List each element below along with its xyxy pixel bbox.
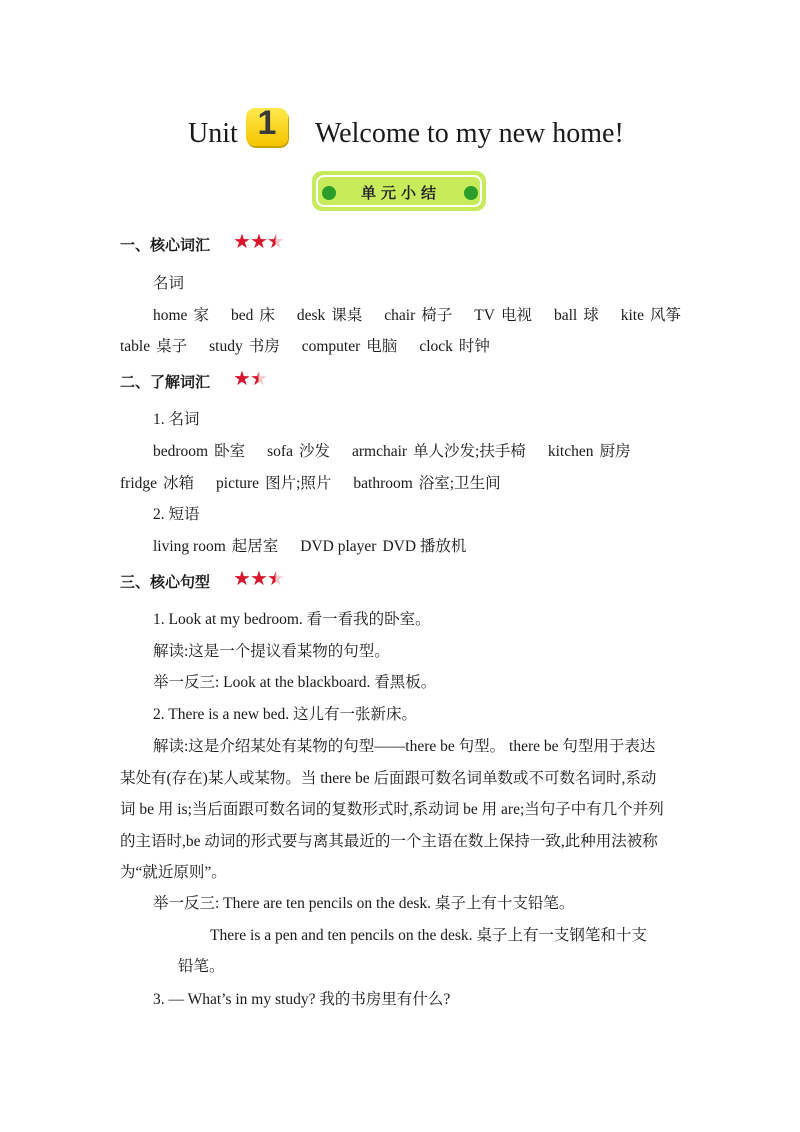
vocab-meaning: 卧室 — [214, 443, 246, 460]
explanation-line: 的主语时,be 动词的形式要与离其最近的一个主语在数上保持一致,此种用法被称 — [120, 833, 658, 850]
pattern-example-continued: 铅笔。 — [178, 958, 225, 975]
vocab-meaning: 椅子 — [421, 307, 453, 324]
star-icon: ★ — [249, 568, 267, 590]
page-title: Welcome to my new home! — [315, 118, 624, 149]
star-icon: ★ — [249, 231, 267, 253]
section-heading-core-patterns: 三、核心句型 — [120, 573, 211, 591]
unit-number-badge — [246, 104, 288, 146]
section-heading-core-vocab: 一、核心词汇 — [120, 236, 211, 254]
pattern-sentence: 3. — What’s in my study? 我的书房里有什么? — [153, 991, 451, 1008]
explanation-line: 解读:这是介绍某处有某物的句型——there be 句型。 there be 句型用于表达 — [153, 738, 656, 755]
summary-badge-label: 单元小结 — [360, 184, 441, 202]
star-icon: ★ — [233, 568, 250, 590]
vocab-word: kite — [620, 307, 644, 324]
vocab-word: kitchen — [547, 443, 594, 460]
vocab-word: fridge — [120, 475, 158, 492]
vocab-word: picture — [216, 475, 260, 492]
vocab-word: desk — [296, 307, 326, 324]
pattern-explanation: 解读:这是一个提议看某物的句型。 — [153, 643, 390, 660]
vocab-row — [120, 471, 501, 493]
unit-summary-badge — [312, 171, 486, 211]
star-icon: ★ — [233, 231, 250, 253]
difficulty-stars — [233, 366, 267, 391]
vocab-meaning: 时钟 — [458, 338, 490, 355]
difficulty-stars — [233, 566, 284, 591]
vocab-word: study — [209, 338, 243, 355]
vocab-meaning: 起居室 — [231, 538, 279, 555]
star-icon: ★ — [233, 368, 250, 390]
vocab-row — [120, 334, 490, 356]
vocab-word: computer — [301, 338, 361, 355]
vocab-meaning: 冰箱 — [163, 475, 195, 492]
vocab-word: table — [120, 338, 151, 355]
unit-label: Unit — [188, 118, 238, 149]
vocab-meaning: 球 — [583, 307, 599, 324]
vocab-row — [153, 534, 466, 556]
vocab-meaning: 课桌 — [331, 307, 363, 324]
vocab-word: bed — [230, 307, 254, 324]
vocab-row — [153, 439, 631, 461]
vocab-word: TV — [474, 307, 495, 324]
vocab-meaning: 家 — [193, 307, 209, 324]
vocab-word: living room — [153, 538, 226, 555]
vocab-word: home — [153, 307, 188, 324]
vocab-word: armchair — [351, 443, 408, 460]
vocab-meaning: 厨房 — [599, 443, 631, 460]
explanation-line: 某处有(存在)某人或某物。当 there be 后面跟可数名词单数或不可数名词时,系动 — [120, 770, 657, 787]
vocab-word: bathroom — [353, 475, 413, 492]
vocab-meaning: 图片;照片 — [265, 475, 332, 492]
noun-label: 1. 名词 — [153, 411, 200, 428]
vocab-meaning: 单人沙发;扶手椅 — [413, 443, 526, 460]
noun-label: 名词 — [153, 275, 185, 292]
unit-number: 1 — [257, 104, 277, 142]
vocab-meaning: 浴室;卫生间 — [418, 475, 501, 492]
section-heading-extra-vocab: 二、了解词汇 — [120, 373, 211, 391]
vocab-meaning: 电视 — [500, 307, 532, 324]
vocab-meaning: 书房 — [248, 338, 280, 355]
vocab-word: ball — [553, 307, 578, 324]
vocab-word: clock — [419, 338, 453, 355]
vocab-meaning: 床 — [259, 307, 275, 324]
vocab-word: chair — [384, 307, 416, 324]
explanation-line: 为“就近原则”。 — [120, 864, 227, 881]
vocab-row — [153, 303, 681, 325]
pattern-example: There is a pen and ten pencils on the desk. 桌子上有一支钢笔和十支 — [210, 927, 647, 944]
pattern-example: 举一反三: There are ten pencils on the desk. 桌子上有十支铅笔。 — [153, 895, 575, 912]
vocab-meaning: 沙发 — [298, 443, 330, 460]
half-star-icon: ★ — [266, 568, 284, 590]
vocab-meaning: 桌子 — [156, 338, 188, 355]
pattern-sentence: 2. There is a new bed. 这儿有一张新床。 — [153, 706, 418, 723]
vocab-word: DVD player — [300, 538, 377, 555]
pattern-example: 举一反三: Look at the blackboard. 看黑板。 — [153, 674, 437, 691]
vocab-meaning: 风筝 — [650, 307, 682, 324]
vocab-word: sofa — [267, 443, 293, 460]
explanation-line: 词 be 用 is;当后面跟可数名词的复数形式时,系动词 be 用 are;当句子中有几个并列 — [120, 801, 664, 818]
pattern-sentence: 1. Look at my bedroom. 看一看我的卧室。 — [153, 611, 431, 628]
summary-badge-frame — [316, 175, 482, 207]
phrase-label: 2. 短语 — [153, 506, 200, 523]
half-star-icon: ★ — [266, 231, 284, 253]
half-star-icon: ★ — [249, 368, 267, 390]
vocab-word: bedroom — [153, 443, 209, 460]
vocab-meaning: DVD 播放机 — [382, 538, 467, 555]
vocab-meaning: 电脑 — [366, 338, 398, 355]
difficulty-stars — [233, 229, 284, 254]
